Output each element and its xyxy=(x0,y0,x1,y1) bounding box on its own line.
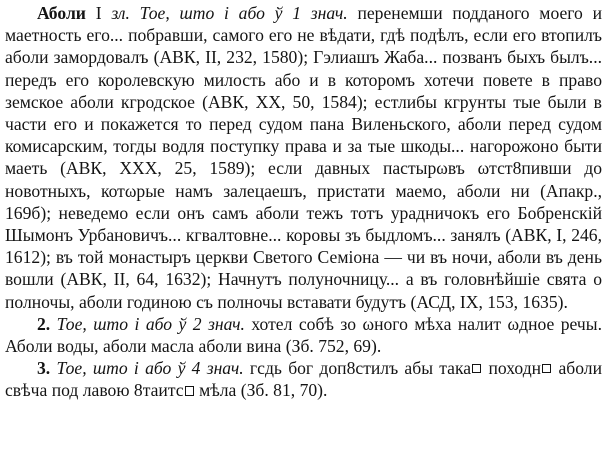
sense-definition: Тое, што і або ў 2 знач. xyxy=(56,313,245,334)
sense-2 xyxy=(5,313,602,357)
sense-definition: Тое, што і або ў 1 знач. xyxy=(139,3,348,23)
citations: перенемши подданого моего и маетность его... побравши, самого его не вѣдати, гдѣ подѣлъ, если его втопилъ аболи замордовалъ (АВК, II, 232, 1580); Гэлиашъ Жаба... позванъ быхъ былъ... передъ его королевскую милость або и в которомъ хотечи повете в право земское аболи кгродское (АВК, XX, 50, 1584); естлибы кгрунты тые были в части его и покажется то перед судом пана Виленьского, аболи перед судом комисарским, тогды водля поступку права и за тые шкоды... нагорожоно быти маеть (АВК, XXX, 25, 1589); если давных пастырωвъ ωтст8пивши до новотныхъ, котωрые намъ залецаешъ, пристати маемо, аболи ни (Апакр., 169б); неведемо если онъ самъ аболи тежъ тотъ урадничокъ его Бобренскій Шымонъ Урбановичъ... кгвалтовне... коровы зъ быдломъ... занялъ (АВК, I, 246, 1612); въ той монастыръ церкви Светого Семіона — чи въ ночи, аболи въ день вошли (АВК, II, 64, 1632); Начнутъ полуночницу... а въ головнѣйшіе свята о полночы, аболи годиною съ полночы вставати будутъ (АСД, IX, 153, 1635). xyxy=(5,3,603,312)
sense-number: I xyxy=(95,3,102,23)
citation-part: походн xyxy=(488,358,542,379)
square-glyph-icon xyxy=(542,364,551,373)
headword: Аболи xyxy=(37,3,86,23)
square-glyph-icon xyxy=(185,386,194,395)
citation-part: мѣла (Зб. 81, 70). xyxy=(194,380,328,401)
sense-number: 3. xyxy=(37,358,51,379)
sense-number: 2. xyxy=(37,313,51,334)
citation-part: гсдь бог доп8стилъ абы така xyxy=(243,358,472,379)
square-glyph-icon xyxy=(472,364,481,373)
sense-definition: Тое, што і або ў 4 знач. xyxy=(56,358,244,379)
dictionary-entry xyxy=(5,2,602,313)
part-of-speech: зл. xyxy=(111,3,130,23)
citation-part: аболи свѣча под лавою 8таитс xyxy=(5,358,602,401)
sense-3 xyxy=(5,357,602,401)
citations: хотел собѣ зо ωного мѣха налит ωдное речы. Аболи воды, аболи масла аболи вина (Зб. 752, 69). xyxy=(5,313,602,357)
